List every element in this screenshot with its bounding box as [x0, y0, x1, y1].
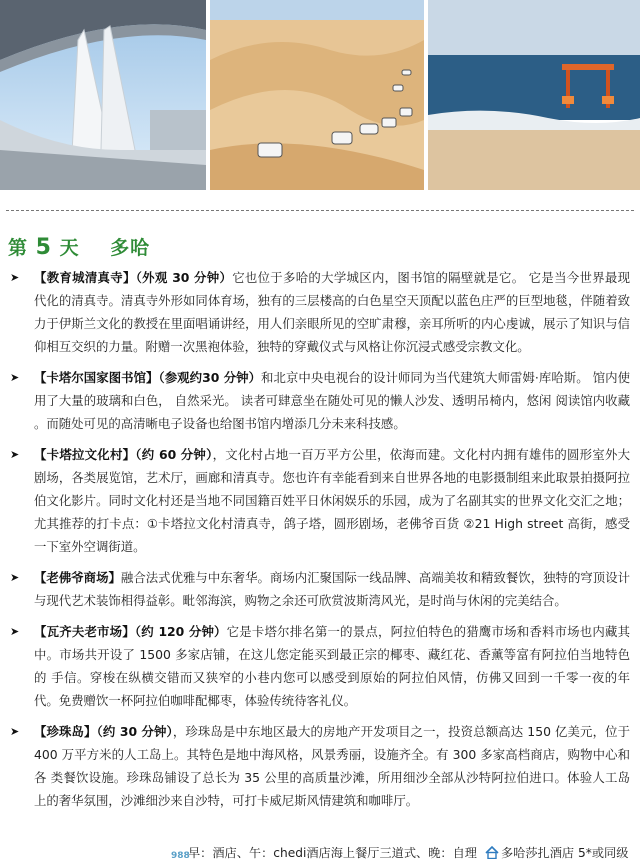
itinerary-list [8, 266, 630, 820]
arrow-bullet-icon: ➤ [10, 371, 20, 384]
photo-strip [0, 0, 640, 190]
item-text: ，文化村占地一百万平方公里，依海而建。文化村内拥有雄伟的圆形室外大 剧场，各类展览馆，艺术厅，画廊和清真寺。您也许有幸能看到来自世界各地的电影摄制组来此取景拍摄阿拉 伯文化影片。同时文化村还是当地不同国籍百姓平日休闲娱乐的乐园，成为了名副其实的世界文化交汇之地；尤其推荐的打卡点：①卡塔拉文化村清真寺，鸽子塔，圆形剧场，老佛爷百货 ②21 High street 高街，感受 一下室外空调街道。 [34, 447, 630, 554]
day-number: 5 [35, 235, 52, 260]
arrow-bullet-icon: ➤ [10, 571, 20, 584]
list-item [8, 266, 630, 358]
list-item [8, 720, 630, 812]
day-prefix: 第 [8, 237, 29, 259]
item-text: 和北京中央电视台的设计师同为当代建筑大师雷姆·库哈斯。 馆内使用了大量的玻璃和白色， 自然采光。 读者可肆意坐在随处可见的懒人沙发、透明吊椅内，悠闲 阅读馆内收藏 。而随处可见的高清晰电子设备也给图书馆内增添几分未来科技感。 [34, 370, 630, 431]
footer-bar [0, 842, 640, 864]
item-title: 【教育城清真寺】（外观 30 分钟） [34, 270, 233, 285]
item-text: 融合法式优雅与中东奢华。商场内汇聚国际一线品牌、高端美妆和精致餐饮，独特的穹顶设计与现代艺术装饰相得益彰。毗邻海滨，购物之余还可欣赏波斯湾风光，是时尚与休闲的完美结合。 [34, 570, 631, 608]
item-text: 它也位于多哈的大学城区内，图书馆的隔壁就是它。 它是当今世界最现 代化的清真寺。清真寺外形如同体育场，独有的三层楼高的白色星空天顶配以蓝色庄严的巨型地毯，伴随着致力于伊斯兰文化的教授在里面唱诵讲经，用人们亲眼所见的空旷肃穆，亲耳所听的内心虔诚，展示了知识与信 仰相互交织的力量。附赠一次黑袍体验，独特的穿戴仪式与风格让你沉浸式感受宗教文化。 [34, 270, 630, 354]
item-title: 【瓦齐夫老市场】（约 120 分钟） [34, 624, 227, 639]
item-title: 【珍珠岛】（约 30 分钟） [34, 724, 173, 739]
home-icon [485, 846, 499, 859]
item-text: 它是卡塔尔排名第一的景点，阿拉伯特色的猎鹰市场和香料市场也内藏其 中。市场共开设了 1500 多家店铺，在这儿您定能买到最正宗的椰枣、藏红花、香薰等富有阿拉伯当地特色的 手信。穿梭在纵横交错而又狭窄的小巷内您可以感受到原始的阿拉伯风情，仿佛又回到一千零一夜的年代。免费赠饮一杯阿拉伯咖啡配椰枣，体验传统待客礼仪。 [34, 624, 630, 708]
arrow-bullet-icon: ➤ [10, 448, 20, 461]
desert-photo [210, 0, 424, 190]
list-item [8, 566, 630, 612]
section-divider [6, 210, 634, 211]
day-heading [8, 233, 150, 260]
mosque-photo [0, 0, 206, 190]
day-city: 多哈 [110, 237, 151, 259]
beach-photo [428, 0, 640, 190]
meals-info: 早：酒店、午：chedi酒店海上餐厅三道式、晚：自理 [188, 846, 477, 860]
day-unit: 天 [59, 237, 80, 259]
footer-logo: 988 [171, 851, 190, 861]
arrow-bullet-icon: ➤ [10, 271, 20, 284]
hotel-info [485, 842, 628, 864]
item-title: 【卡塔尔国家图书馆】（参观约30 分钟） [34, 370, 262, 385]
arrow-bullet-icon: ➤ [10, 625, 20, 638]
list-item [8, 620, 630, 712]
list-item [8, 443, 630, 558]
hotel-name: 多哈莎扎酒店 5*或同级 [501, 846, 629, 860]
item-title: 【老佛爷商场】 [34, 570, 121, 585]
list-item [8, 366, 630, 435]
item-title: 【卡塔拉文化村】（约 60 分钟） [34, 447, 213, 462]
item-text: ，珍珠岛是中东地区最大的房地产开发项目之一，投资总额高达 150 亿美元，位于400 万平方米的人工岛上。其特色是地中海风格，风景秀丽，设施齐全。有 300 多家高档商店，购物中心和各 类餐饮设施。珍珠岛铺设了总长为 35 公里的高质量沙滩，所用细沙全部从沙特阿拉伯进口。体验人工岛上的奢华氛围，沙滩细沙来自沙特，可打卡威尼斯风情建筑和咖啡厅。 [34, 724, 630, 808]
arrow-bullet-icon: ➤ [10, 725, 20, 738]
